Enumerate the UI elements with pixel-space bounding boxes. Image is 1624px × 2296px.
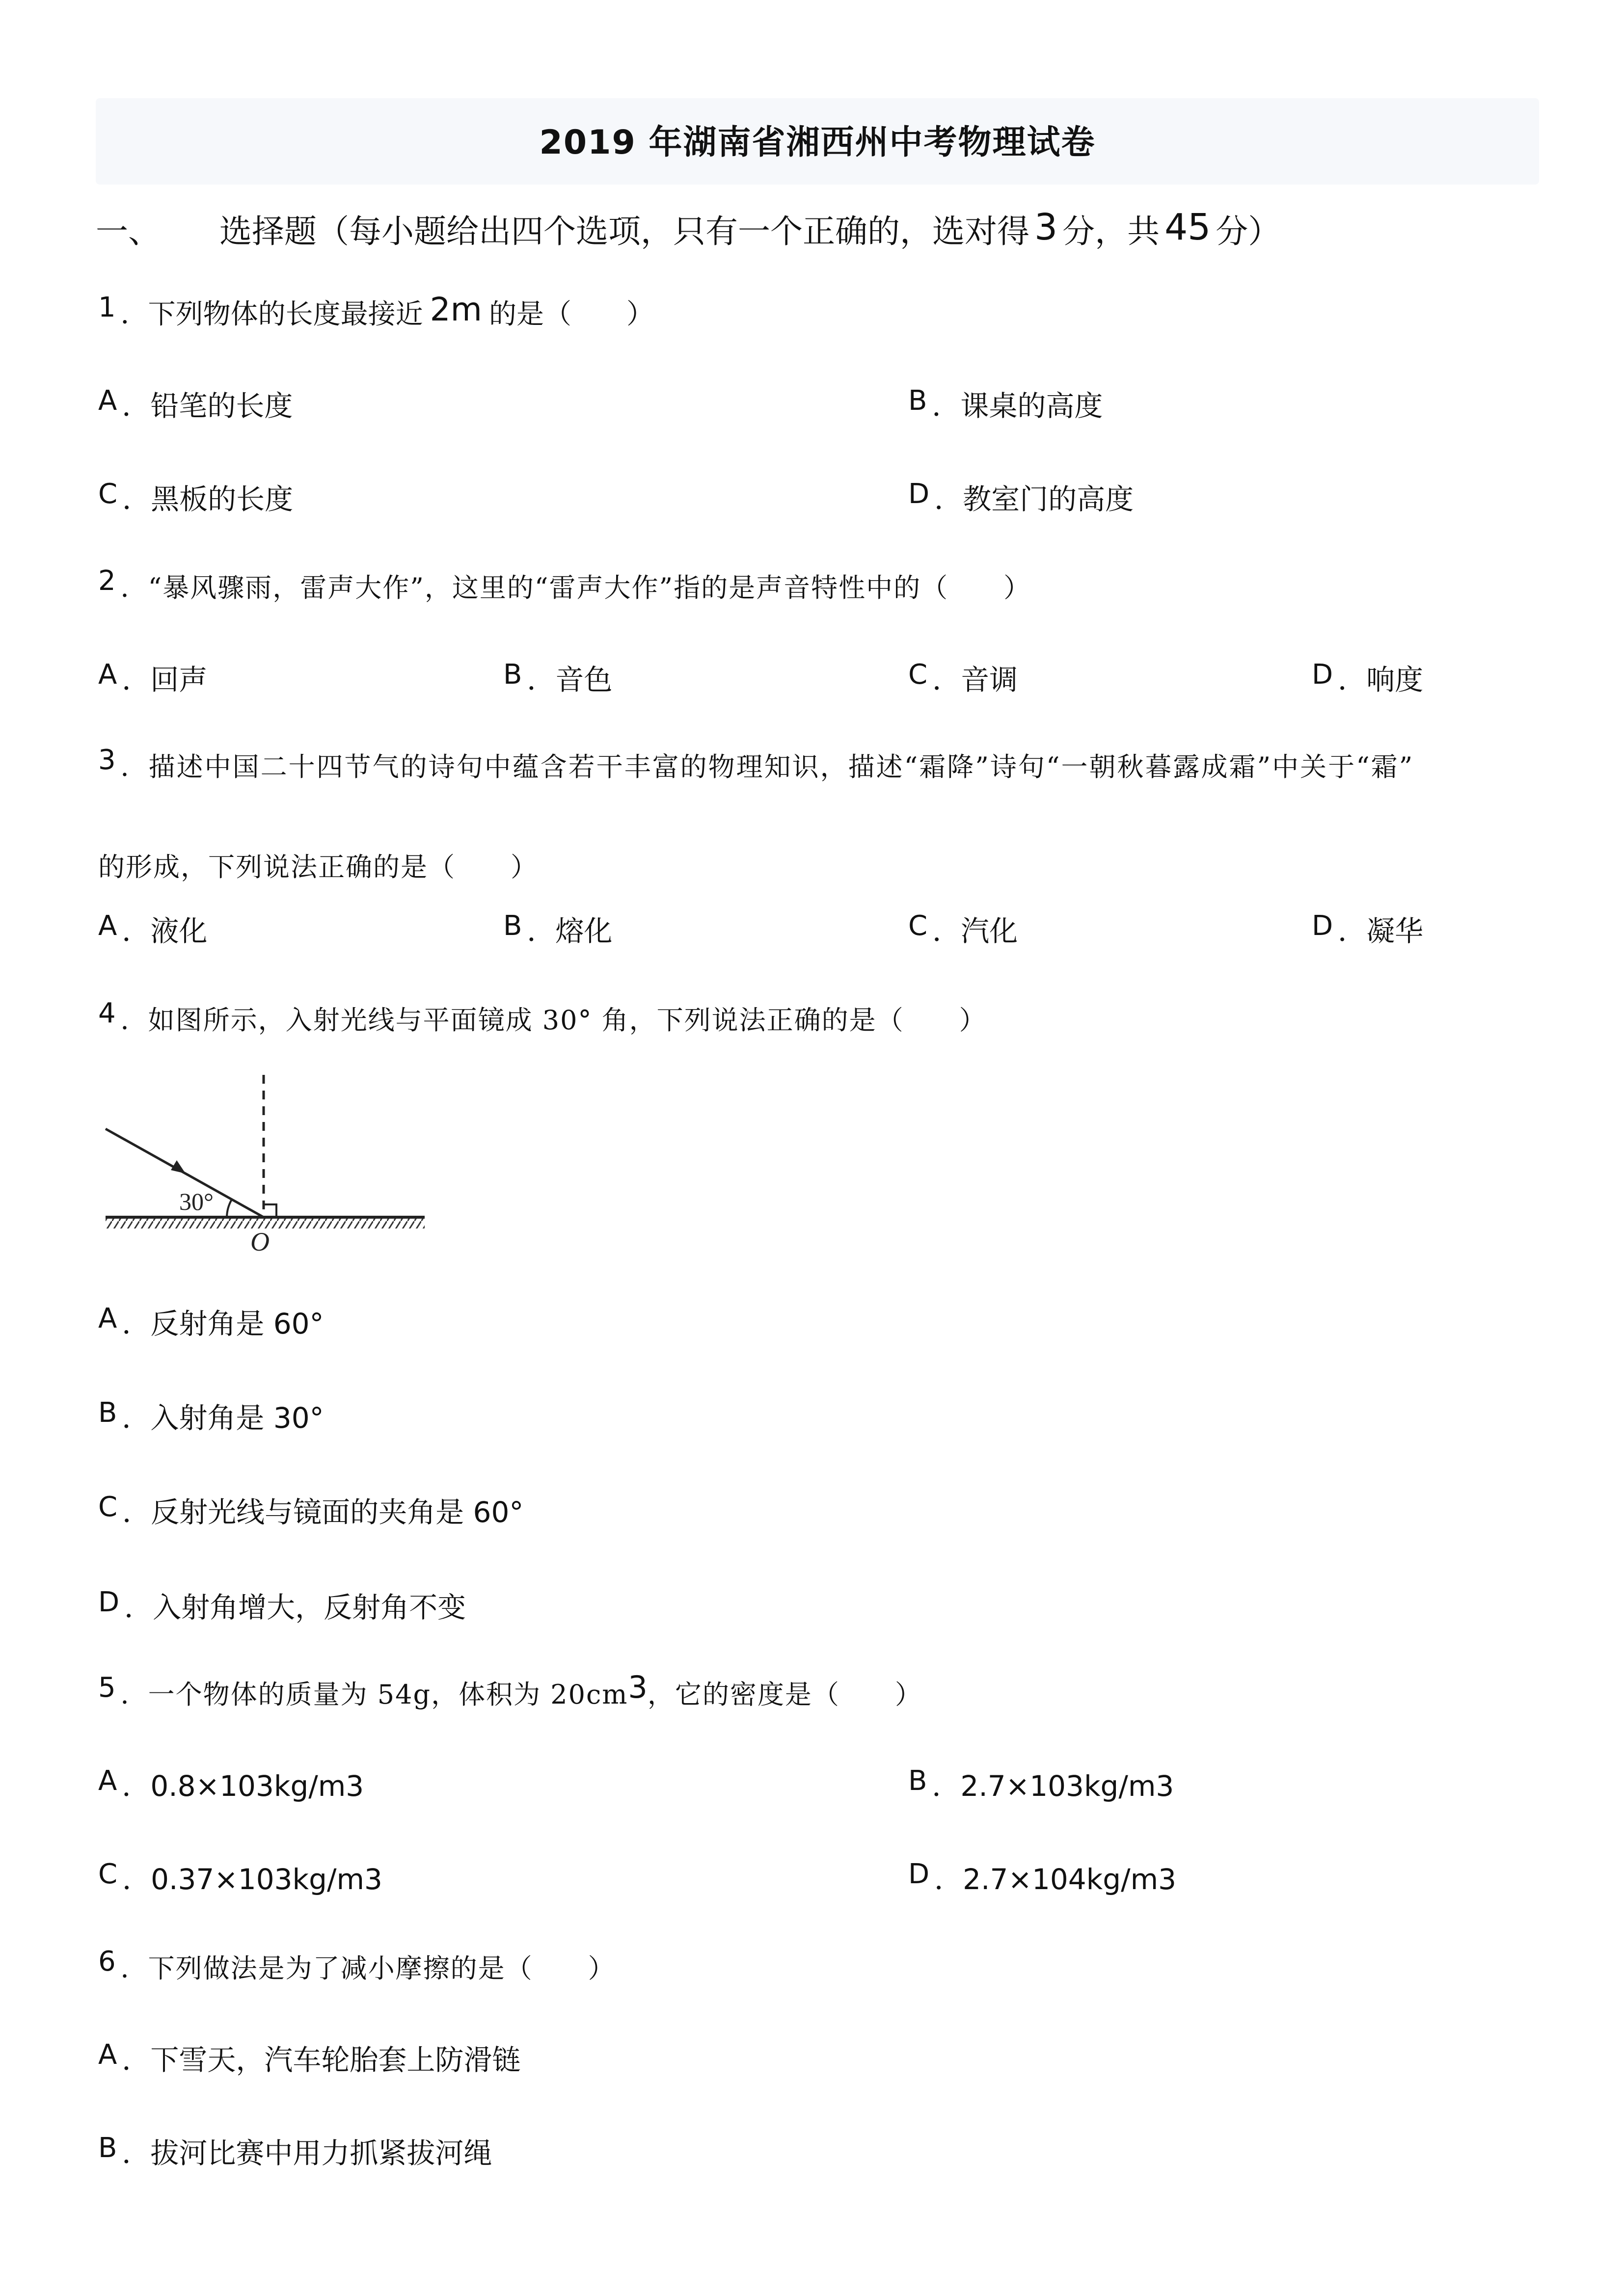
question-5-option-c[interactable]: C ．0.37×103kg/m3 (98, 1858, 382, 1896)
question-1-value: 2m (430, 291, 482, 328)
question-3-option-b[interactable]: B ．熔化 (503, 910, 613, 948)
question-2-stem: 2 ．“暴风骤雨，雷声大作”，这里的“雷声大作”指的是声音特性中的（ ） (98, 565, 1031, 603)
question-6-option-b[interactable]: B ．拔河比赛中用力抓紧拔河绳 (98, 2132, 492, 2170)
ray-arrow (171, 1160, 186, 1174)
question-number: 6 (98, 1946, 116, 1977)
question-1-option-d[interactable]: D ．教室门的高度 (908, 478, 1134, 516)
question-3-stem-line-1: 3 ．描述中国二十四节气的诗句中蕴含若干丰富的物理知识，描述“霜降”诗句“一朝秋暮露成霜”中关于“霜” (98, 744, 1414, 782)
page-title: 2019 年湖南省湘西州中考物理试卷 (539, 123, 1096, 162)
question-5-option-d[interactable]: D ．2.7×104kg/m3 (908, 1858, 1177, 1896)
question-2-option-b[interactable]: B ．音色 (503, 659, 613, 696)
question-number: 1 (98, 292, 116, 323)
question-4-stem: 4 ．如图所示，入射光线与平面镜成 30° 角，下列说法正确的是（ ） (98, 997, 987, 1036)
section-text-3: 分） (1216, 213, 1281, 250)
question-number: 2 (98, 565, 116, 597)
question-5-option-a[interactable]: A ．0.8×103kg/m3 (98, 1765, 364, 1803)
section-text-1: 选择题（每小题给出四个选项，只有一个正确的，选对得 (219, 213, 1029, 250)
angle-label: 30° (179, 1188, 214, 1215)
question-6-stem: 6 ．下列做法是为了减小摩擦的是（ ） (98, 1946, 616, 1984)
question-3-stem-line-2: 的形成，下列说法正确的是（ ） (98, 852, 538, 882)
question-number: 3 (98, 744, 116, 776)
question-4-option-b[interactable]: B ．入射角是 30° (98, 1397, 324, 1435)
section-points-total: 45 (1164, 206, 1211, 248)
question-number: 4 (98, 997, 116, 1029)
right-angle-marker (264, 1204, 276, 1217)
question-3-option-a[interactable]: A ．液化 (98, 910, 208, 948)
question-number: 5 (98, 1672, 116, 1704)
section-text-2: 分，共 (1062, 213, 1160, 250)
superscript-3: 3 (628, 1669, 648, 1705)
question-1-stem: 1 ．下列物体的长度最接近 2m 的是（ ） (98, 291, 654, 330)
section-points-each: 3 (1034, 206, 1058, 248)
question-5-stem: 5 ．一个物体的质量为 54g，体积为 20cm3，它的密度是（ ） (98, 1669, 922, 1710)
question-3-option-d[interactable]: D ．凝华 (1312, 910, 1424, 948)
reflection-diagram (98, 1070, 442, 1266)
question-1-option-a[interactable]: A ．铅笔的长度 (98, 385, 293, 423)
question-4-option-d[interactable]: D ．入射角增大，反射角不变 (98, 1586, 466, 1624)
question-2-option-a[interactable]: A ．回声 (98, 659, 208, 696)
point-o-label: O (250, 1227, 270, 1256)
question-4-option-c[interactable]: C ．反射光线与镜面的夹角是 60° (98, 1491, 524, 1529)
angle-arc (227, 1200, 232, 1217)
question-6-option-a[interactable]: A ．下雪天，汽车轮胎套上防滑链 (98, 2039, 521, 2077)
question-3-option-c[interactable]: C ．汽化 (908, 910, 1018, 948)
question-2-option-c[interactable]: C ．音调 (908, 659, 1018, 696)
question-1-option-c[interactable]: C ．黑板的长度 (98, 478, 294, 516)
question-4-option-a[interactable]: A ．反射角是 60° (98, 1303, 324, 1340)
question-1-option-b[interactable]: B ．课桌的高度 (908, 385, 1103, 423)
question-2-option-d[interactable]: D ．响度 (1312, 659, 1424, 696)
section-number: 一、 (96, 213, 161, 250)
question-5-option-b[interactable]: B ．2.7×103kg/m3 (908, 1765, 1174, 1803)
section-heading (96, 205, 1280, 252)
